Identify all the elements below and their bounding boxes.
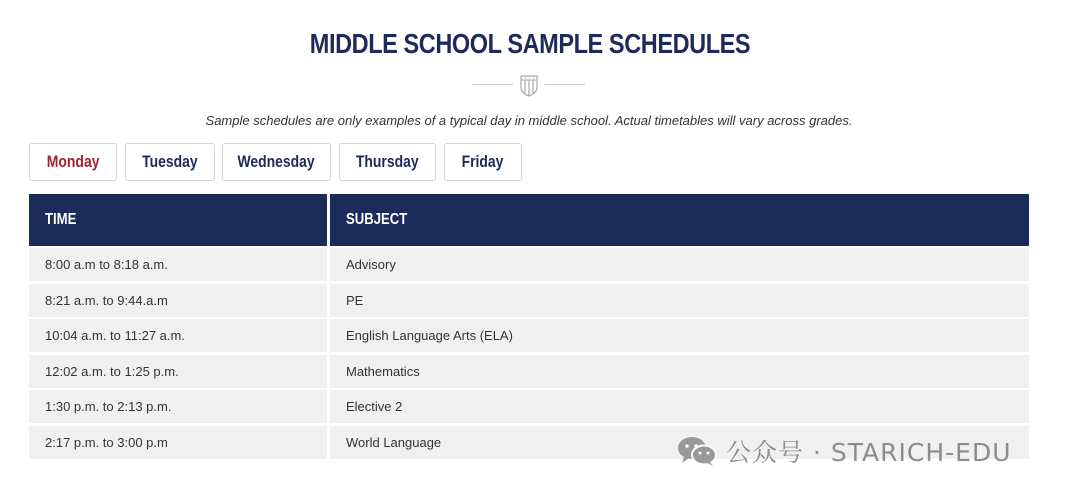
subject-cell: Advisory (330, 248, 1029, 281)
time-cell: 8:00 a.m to 8:18 a.m. (29, 248, 327, 281)
schedule-table (29, 194, 1029, 459)
tab-label: Monday (46, 152, 100, 171)
divider-line-right (545, 84, 585, 85)
crest-icon (519, 73, 539, 97)
tab-label: Tuesday (142, 152, 198, 171)
table-row (29, 317, 1029, 353)
tab-wednesday[interactable] (222, 143, 331, 181)
time-cell: 1:30 p.m. to 2:13 p.m. (29, 390, 327, 423)
subject-cell: Elective 2 (330, 390, 1029, 423)
table-row (29, 353, 1029, 389)
tab-friday[interactable] (444, 143, 522, 181)
tab-label: Wednesday (237, 152, 316, 171)
divider-line-left (473, 84, 513, 85)
column-header-time: TIME (29, 194, 327, 246)
subject-cell: English Language Arts (ELA) (330, 319, 1029, 352)
tab-label: Thursday (356, 152, 419, 171)
tab-label: Friday (462, 152, 504, 171)
time-cell: 8:21 a.m. to 9:44.a.m (29, 284, 327, 317)
subject-cell: PE (330, 284, 1029, 317)
tab-monday[interactable] (29, 143, 117, 181)
page-subtitle: Sample schedules are only examples of a typical day in middle school. Actual timetables will vary across grades. (205, 113, 853, 128)
table-row (29, 388, 1029, 424)
wechat-icon (676, 435, 718, 467)
table-header (29, 194, 1029, 246)
watermark-text: 公众号 · STARICH-EDU (726, 438, 1012, 467)
time-cell: 10:04 a.m. to 11:27 a.m. (29, 319, 327, 352)
tab-tuesday[interactable] (125, 143, 215, 181)
page-title: MIDDLE SCHOOL SAMPLE SCHEDULES (309, 28, 751, 59)
subject-cell: Mathematics (330, 355, 1029, 388)
title-divider (473, 73, 585, 97)
column-header-subject: SUBJECT (330, 194, 1029, 246)
table-row (29, 246, 1029, 282)
table-row (29, 282, 1029, 318)
subject-cell: World Language (330, 426, 1029, 459)
watermark (676, 434, 1012, 468)
tab-thursday[interactable] (339, 143, 436, 181)
time-cell: 12:02 a.m. to 1:25 p.m. (29, 355, 327, 388)
time-cell: 2:17 p.m. to 3:00 p.m (29, 426, 327, 459)
